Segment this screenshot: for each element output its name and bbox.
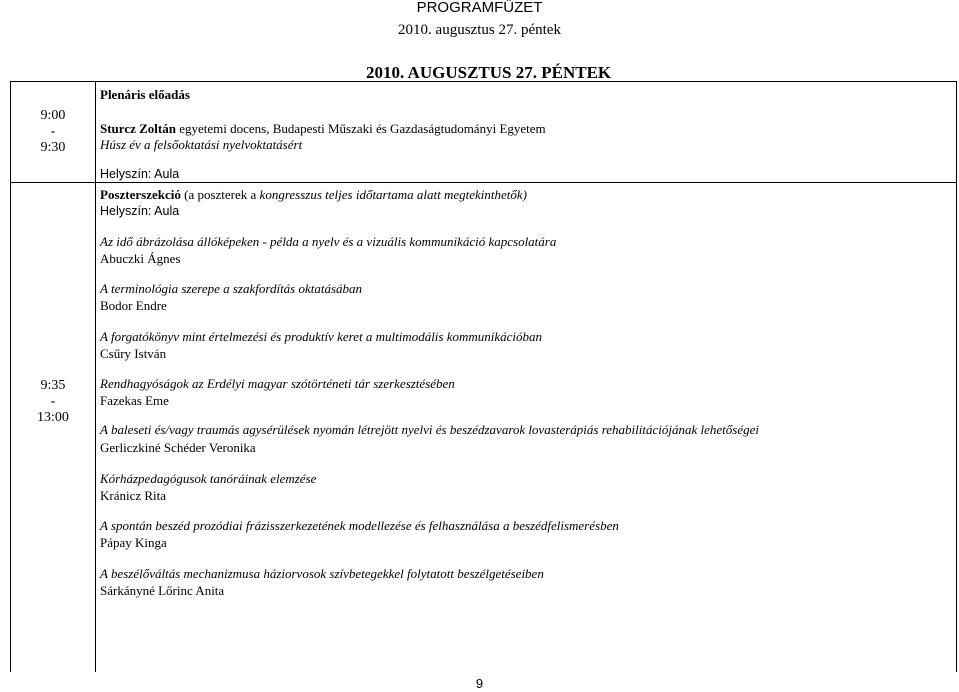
document-header-title: PROGRAMFÜZET [416,0,543,16]
document-header-date: 2010. augusztus 27. péntek [398,22,561,38]
poster-title: Rendhagyóságok az Erdélyi magyar szótörténeti tár szerkesztésében [100,376,455,391]
speaker-affiliation: egyetemi docens, Budapesti Műszaki és Gazdaságtudományi Egyetem [179,121,546,136]
time-start: 9:00 [40,108,66,123]
time-slot-2 [11,378,95,426]
poster-title: A beszélőváltás mechanizmusa háziorvosok szívbetegekkel folytatott beszélgetéseiben [100,566,544,581]
page-number: 9 [475,676,484,691]
session-title-plenary: Plenáris előadás [100,87,190,102]
poster-author: Csűry István [100,346,167,361]
poster-title: A forgatókönyv mint értelmezési és produktív keret a multimodális kommunikációban [100,329,543,344]
column-divider [95,82,96,672]
poster-title: A spontán beszéd prozódiai frázisszerkezetének modellezése és felhasználása a beszédfelismerésben [100,518,619,533]
poster-author: Fazekas Eme [100,393,169,408]
poster-title: Kórházpedagógusok tanóráinak elemzése [100,471,317,486]
poster-session-line [100,186,950,203]
time-slot-1 [11,108,95,156]
program-table [10,81,957,672]
time-separator: - [50,124,56,139]
poster-title: Az idő ábrázolása állóképeken - példa a nyelv és a vizuális kommunikáció kapcsolatára [100,234,557,249]
poster-location: Helyszín: Aula [100,204,180,218]
poster-title: A terminológia szerepe a szakfordítás oktatásában [100,281,363,296]
poster-author: Gerliczkiné Schéder Veronika [100,440,256,455]
plenary-location: Helyszín: Aula [100,167,180,181]
plenary-speaker-line [100,120,950,137]
poster-author: Sárkányné Lőrinc Anita [100,583,225,598]
poster-author: Kránicz Rita [100,488,167,503]
poster-author: Pápay Kinga [100,535,167,550]
poster-author: Bodor Endre [100,298,167,313]
poster-author: Abuczki Ágnes [100,251,181,266]
time-end: 9:30 [40,140,66,155]
session-note-italic: kongresszus teljes időtartama alatt megtekinthetők) [259,187,527,202]
session-title-poster: Poszterszekció [100,187,181,202]
time-start: 9:35 [40,378,66,393]
time-end: 13:00 [37,410,69,425]
speaker-name: Sturcz Zoltán [100,121,176,136]
poster-title: A baleseti és/vagy traumás agysérülések nyomán létrejött nyelvi és beszédzavarok lovasterápiás rehabilitációjának lehetőségei [100,422,759,437]
session-note-prefix: (a poszterek a [184,187,257,202]
plenary-talk-title: Húsz év a felsőoktatási nyelvoktatásért [100,137,303,152]
day-heading: 2010. AUGUSZTUS 27. PÉNTEK [366,63,612,82]
time-separator: - [50,394,56,409]
